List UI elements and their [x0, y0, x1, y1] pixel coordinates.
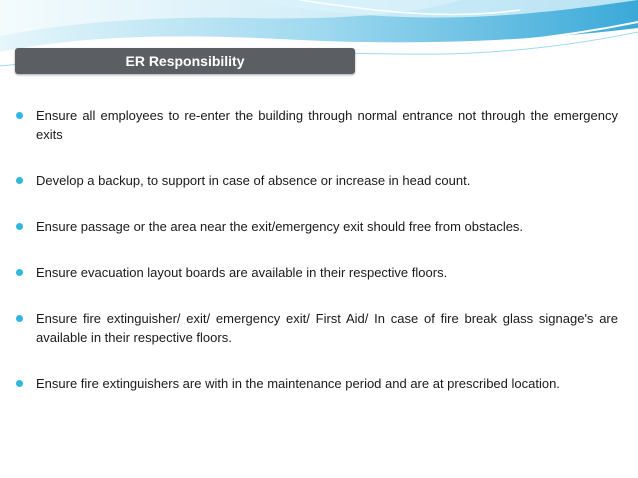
bullet-text: Ensure fire extinguishers are with in the maintenance period and are at prescribed location.	[36, 376, 560, 391]
bullet-icon	[16, 315, 23, 322]
bullet-icon	[16, 112, 23, 119]
bullet-item	[16, 217, 618, 236]
bullet-item	[16, 263, 618, 282]
bullet-text: Develop a backup, to support in case of absence or increase in head count.	[36, 173, 471, 188]
bullet-text: Ensure fire extinguisher/ exit/ emergency exit/ First Aid/ In case of fire break glass signage's are available in their respective floors.	[36, 311, 618, 345]
bullet-item	[16, 309, 618, 347]
bullet-icon	[16, 223, 23, 230]
bullet-text: Ensure evacuation layout boards are available in their respective floors.	[36, 265, 448, 280]
title-bar	[15, 48, 355, 74]
bullet-text: Ensure passage or the area near the exit/emergency exit should free from obstacles.	[36, 219, 524, 234]
bullet-item	[16, 171, 618, 190]
bullet-icon	[16, 269, 23, 276]
bullet-icon	[16, 380, 23, 387]
bullet-list	[16, 106, 618, 393]
bullet-text: Ensure all employees to re-enter the building through normal entrance not through the emergency exits	[36, 108, 618, 142]
bullet-item	[16, 106, 618, 144]
bullet-icon	[16, 177, 23, 184]
slide-title: ER Responsibility	[125, 53, 245, 69]
bullet-item	[16, 374, 618, 393]
